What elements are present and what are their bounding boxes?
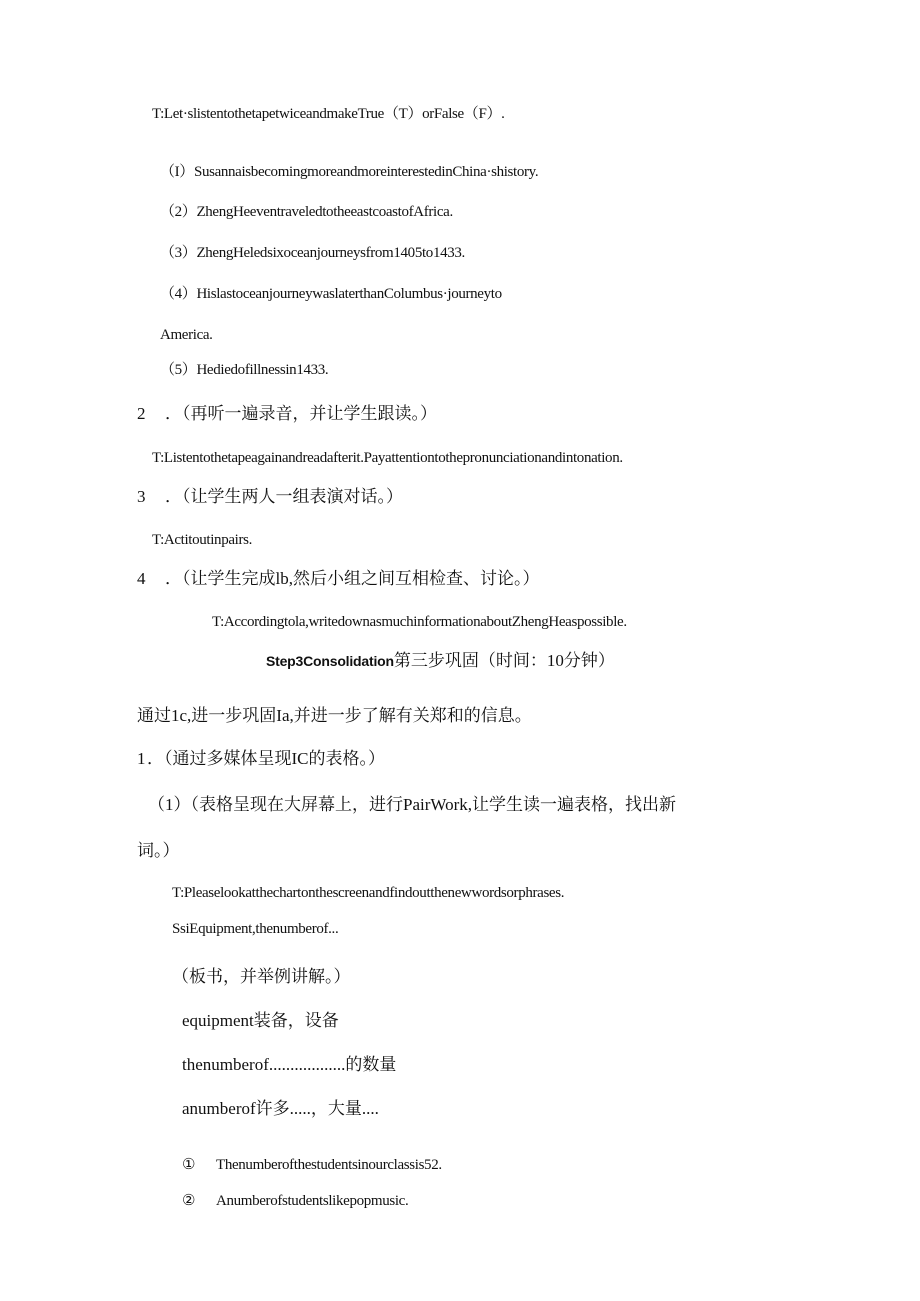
tf-item-4: （4）HislastoceanjourneywaslaterthanColumbus·journeyto [160, 286, 502, 302]
consolidation-number: 1 [137, 749, 146, 768]
step-2-instruction [137, 404, 437, 424]
sub-item-1-line-2: 词。） [137, 841, 180, 860]
step-3-text: ．（让学生两人一组表演对话。） [165, 487, 403, 506]
example-sentence-2 [182, 1191, 408, 1211]
example-text: Anumberofstudentslikepopmusic. [216, 1193, 409, 1209]
step-3-instruction [137, 487, 403, 507]
tf-item-2: （2）ZhengHeeventraveledtotheeastcoastofAfrica. [160, 204, 453, 220]
step-3-teacher-line: T:Actitoutinpairs. [152, 532, 253, 548]
intro-paragraph: 通过1c,进一步巩固Ia,并进一步了解有关郑和的信息。 [137, 706, 532, 725]
consolidation-item-1 [137, 749, 385, 769]
step-2-text: ．（再听一遍录音，并让学生跟读。） [165, 404, 437, 423]
example-marker: ① [182, 1157, 196, 1173]
section-heading-rest: 第三步巩固（时间：10分钟） [393, 651, 615, 670]
board-note: （板书，并举例讲解。） [172, 967, 351, 986]
section-heading [266, 651, 615, 671]
step-4-teacher-line: T:Accordingtola,writedownasmuchinformationaboutZhengHeaspossible. [212, 614, 627, 630]
tf-item-1: （I）SusannaisbecomingmoreandmoreinterestedinChina·shistory. [160, 164, 539, 180]
step-4-number: 4 [137, 569, 146, 588]
step-2-number: 2 [137, 404, 146, 423]
step-4-instruction [137, 569, 539, 589]
tf-item-4-cont: America. [160, 327, 213, 343]
vocab-item: thenumberof..................的数量 [182, 1055, 397, 1074]
consolidation-text: ．（通过多媒体呈现IC的表格。） [147, 749, 385, 768]
teacher-please-line: T:Pleaselookatthechartonthescreenandfindoutthenewwordsorphrases. [172, 885, 565, 901]
example-marker: ② [182, 1193, 196, 1209]
vocab-item: equipment装备，设备 [182, 1011, 339, 1030]
example-text: Thenumberofthestudentsinourclassis52. [216, 1157, 442, 1173]
step-3-number: 3 [137, 487, 146, 506]
sub-item-1-line-1: （1）（表格呈现在大屏幕上，进行PairWork,让学生读一遍表格，找出新 [148, 795, 676, 814]
tf-item-3: （3）ZhengHeledsixoceanjourneysfrom1405to1433. [160, 245, 465, 261]
step-4-text: ．（让学生完成lb,然后小组之间互相检查、讨论。） [165, 569, 540, 588]
step-2-teacher-line: T:Listentothetapeagainandreadafterit.Payattentiontothepronunciationandintonation. [152, 450, 623, 466]
students-answer-line: SsiEquipment,thenumberof... [172, 921, 339, 937]
section-heading-bold: Step3Consolidation [266, 653, 394, 669]
example-sentence-1 [182, 1155, 442, 1175]
vocab-item: anumberof许多.....，大量.... [182, 1099, 379, 1118]
tf-item-5: （5）Hediedofillnessin1433. [160, 362, 329, 378]
listen-prompt: T:Let·slistentothetapetwiceandmakeTrue（T）orFalse（F）. [152, 106, 505, 122]
